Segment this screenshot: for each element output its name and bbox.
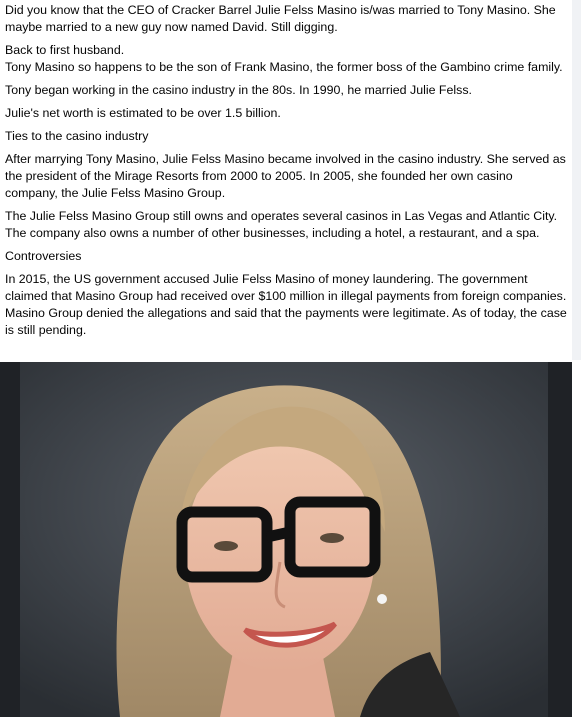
post-paragraph: Julie's net worth is estimated to be over 1.5 billion. [5, 106, 281, 120]
post-body [5, 2, 567, 345]
post-paragraph: Tony began working in the casino industry in the 80s. In 1990, he married Julie Felss. [5, 83, 472, 97]
section-heading: Controversies [5, 249, 82, 263]
post-paragraph: The Julie Felss Masino Group still owns and operates several casinos in Las Vegas and Atlantic City. The company also owns a number of other businesses, including a hotel, a restaurant, and a spa. [5, 209, 558, 240]
portrait-illustration [0, 362, 572, 717]
post-paragraph: Did you know that the CEO of Cracker Barrel Julie Felss Masino is/was married to Tony Masino. She maybe married to a new guy now named David. Still digging. [5, 3, 556, 34]
post-paragraph: Tony Masino so happens to be the son of Frank Masino, the former boss of the Gambino crime family. [5, 60, 563, 74]
post-paragraph: Back to first husband. [5, 43, 125, 57]
post-paragraph: In 2015, the US government accused Julie Felss Masino of money laundering. The government claimed that Masino Group had received over $100 million in illegal payments from foreign companies. Masino Group denied the allegations and said that the payments were legitimate. As of today, the case is still pending. [5, 272, 567, 337]
feed-side-strip [572, 0, 581, 360]
post-paragraph: After marrying Tony Masino, Julie Felss Masino became involved in the casino industry. She served as the president of the Mirage Resorts from 2000 to 2005. In 2005, she founded her own casino company, the Julie Felss Masino Group. [5, 152, 566, 200]
post-photo[interactable] [0, 362, 572, 717]
section-heading: Ties to the casino industry [5, 129, 149, 143]
